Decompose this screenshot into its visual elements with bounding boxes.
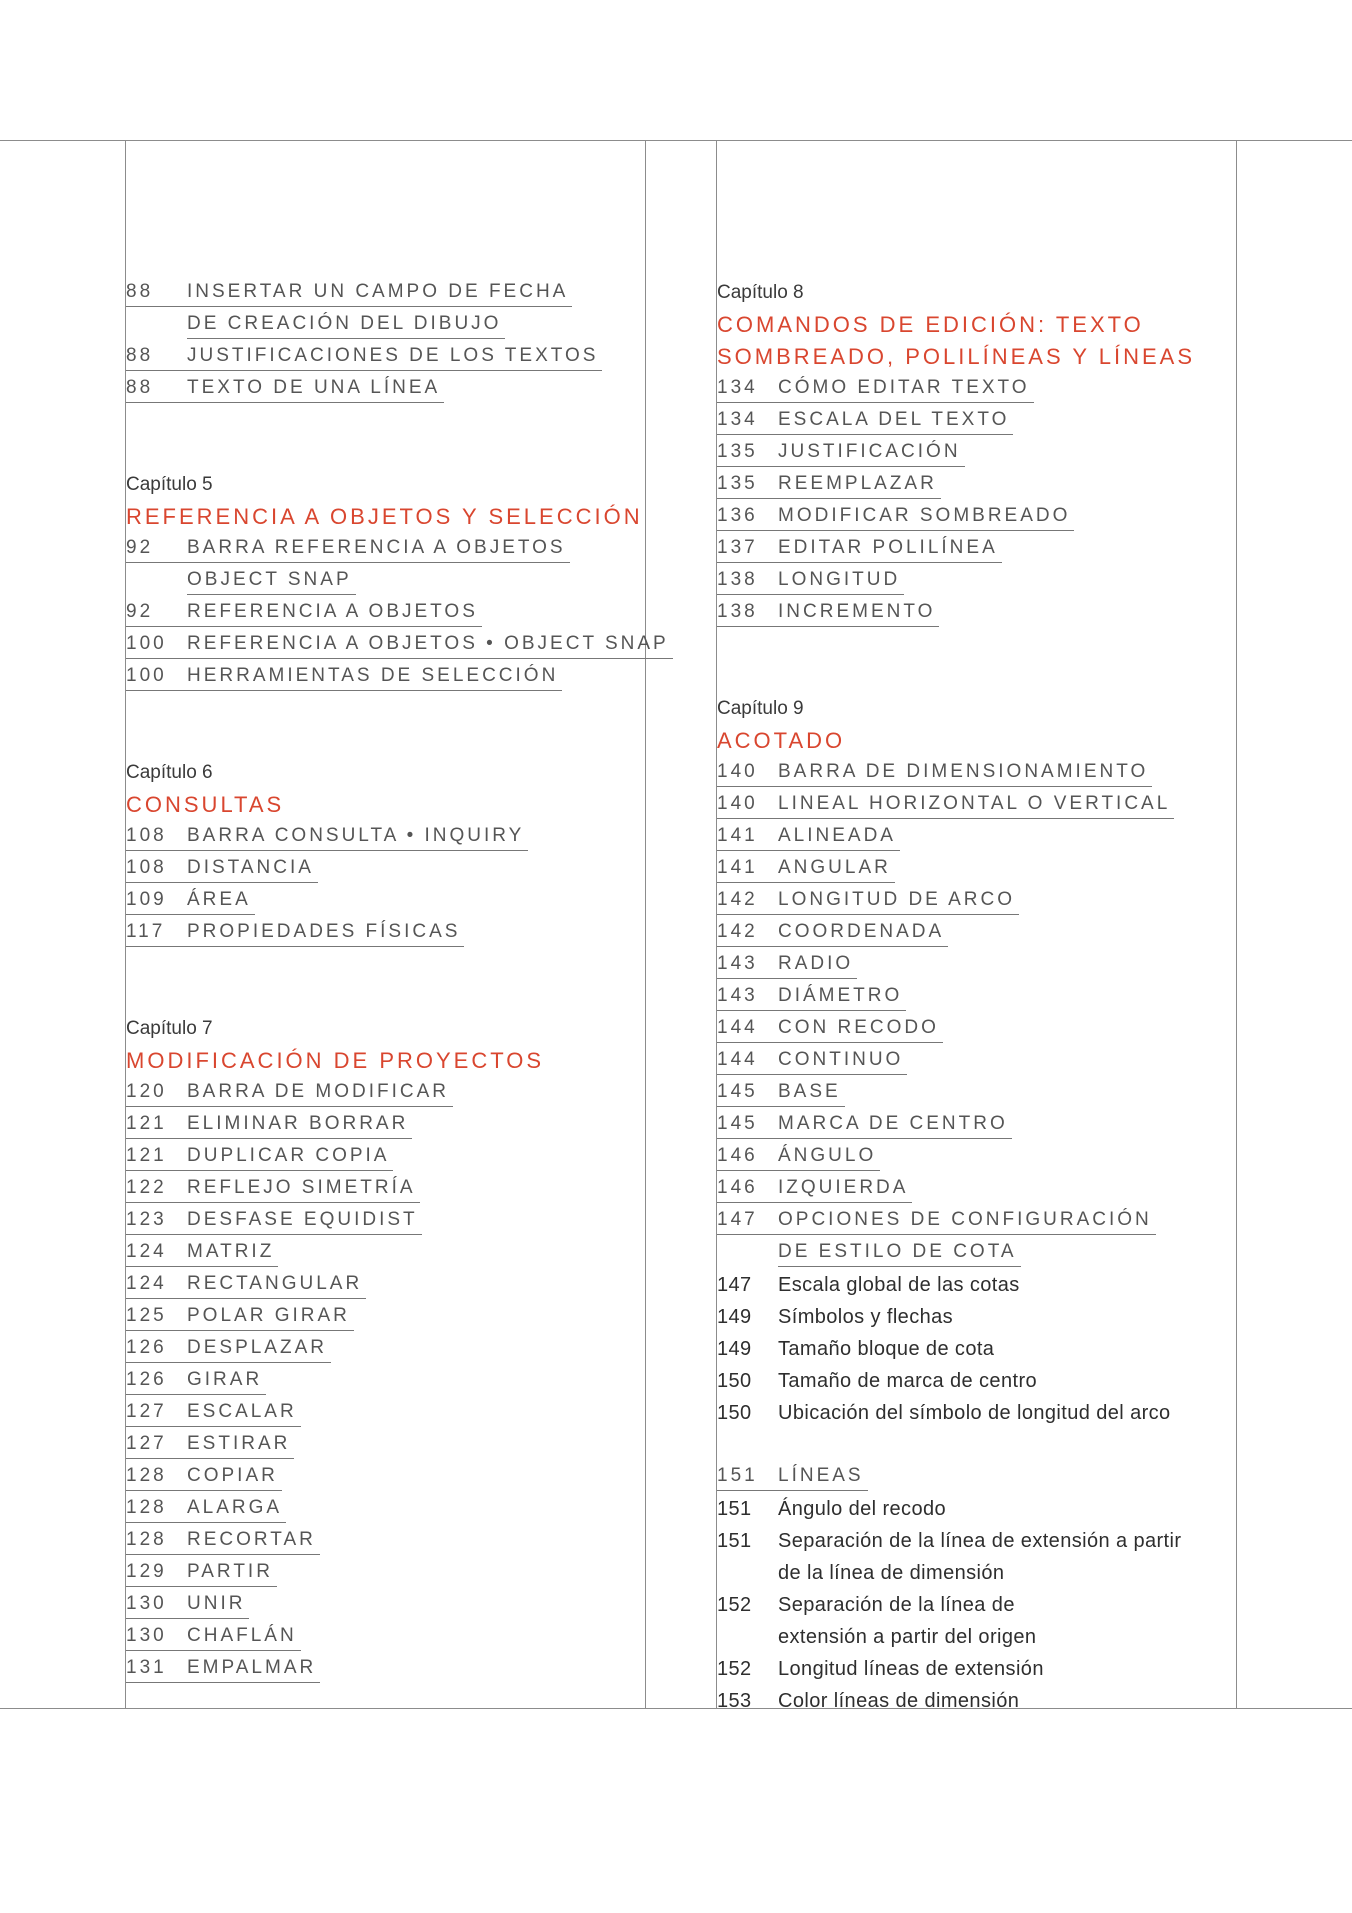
page-number: 144 xyxy=(717,1046,778,1075)
entry-title[interactable]: OPCIONES DE CONFIGURACIÓN xyxy=(778,1206,1156,1235)
toc-entry xyxy=(126,1142,641,1174)
toc-entry xyxy=(126,374,641,406)
chapter-title-text: SOMBREADO, POLILÍNEAS Y LÍNEAS xyxy=(717,344,1195,369)
chapter-number-text: Capítulo 6 xyxy=(126,762,213,783)
top-rule xyxy=(0,140,1352,141)
page-number: 149 xyxy=(717,1338,752,1360)
entry-title[interactable]: ALARGA xyxy=(187,1494,286,1523)
toc-entry xyxy=(717,470,1232,502)
toc-entry xyxy=(126,1462,641,1494)
entry-title[interactable]: BARRA DE DIMENSIONAMIENTO xyxy=(778,758,1152,787)
entry-title[interactable]: JUSTIFICACIÓN xyxy=(778,438,965,467)
toc-entry xyxy=(126,1206,641,1238)
toc-entry xyxy=(717,374,1232,406)
page-number: 134 xyxy=(717,374,778,403)
toc-entry xyxy=(717,1238,1232,1270)
page-number: 127 xyxy=(126,1430,187,1459)
entry-title[interactable]: ELIMINAR BORRAR xyxy=(187,1110,412,1139)
page-number: 120 xyxy=(126,1078,187,1107)
entry-title[interactable]: UNIR xyxy=(187,1590,249,1619)
toc-entry xyxy=(126,1430,641,1462)
chapter-number xyxy=(126,758,641,790)
page-number: 138 xyxy=(717,566,778,595)
page-number: 140 xyxy=(717,758,778,787)
page-number: 117 xyxy=(126,918,187,947)
page-number: 150 xyxy=(717,1370,752,1392)
toc-entry xyxy=(126,886,641,918)
page-number: 100 xyxy=(126,630,187,659)
page-number: 141 xyxy=(717,854,778,883)
page-number: 108 xyxy=(126,822,187,851)
toc-entry xyxy=(717,1014,1232,1046)
toc-entry xyxy=(126,1654,641,1686)
chapter-title-text: ACOTADO xyxy=(717,728,846,753)
page-number: 121 xyxy=(126,1110,187,1139)
page-number: 124 xyxy=(126,1270,187,1299)
entry-title[interactable]: BARRA CONSULTA • INQUIRY xyxy=(187,822,528,851)
toc-entry xyxy=(717,1462,1232,1494)
entry-title[interactable]: ÁREA xyxy=(187,886,255,915)
toc-entry xyxy=(717,1110,1232,1142)
entry-title[interactable]: INCREMENTO xyxy=(778,598,939,627)
page-number: 126 xyxy=(126,1366,187,1395)
page-number: 121 xyxy=(126,1142,187,1171)
toc-entry xyxy=(126,1622,641,1654)
page-number: 153 xyxy=(717,1690,752,1712)
entry-title[interactable]: TEXTO DE UNA LÍNEA xyxy=(187,374,444,403)
entry-title[interactable]: Ubicación del símbolo de longitud del arco xyxy=(778,1402,1171,1424)
toc-left-column xyxy=(126,278,669,1686)
chapter-number-text: Capítulo 8 xyxy=(717,282,804,303)
section-spacer xyxy=(717,1430,1232,1462)
toc-entry xyxy=(126,1558,641,1590)
right-column-right-rule xyxy=(1236,140,1237,1708)
page-number: 151 xyxy=(717,1498,752,1520)
entry-title[interactable]: REFERENCIA A OBJETOS • OBJECT SNAP xyxy=(187,630,673,659)
page-number: 138 xyxy=(717,598,778,627)
toc-entry xyxy=(126,1590,641,1622)
toc-entry xyxy=(717,1494,1232,1526)
entry-title[interactable]: INSERTAR UN CAMPO DE FECHA xyxy=(187,278,572,307)
page-number: 146 xyxy=(717,1142,778,1171)
chapter-number xyxy=(717,278,1232,310)
page-number: 149 xyxy=(717,1306,752,1328)
entry-title[interactable]: RECTANGULAR xyxy=(187,1270,366,1299)
toc-entry xyxy=(717,1302,1232,1334)
toc-entry xyxy=(717,566,1232,598)
entry-title[interactable]: DIÁMETRO xyxy=(778,982,906,1011)
toc-entry xyxy=(126,1238,641,1270)
page-number: 135 xyxy=(717,470,778,499)
toc-entry xyxy=(126,1526,641,1558)
toc-entry xyxy=(717,1558,1232,1590)
toc-entry xyxy=(717,502,1232,534)
toc-entry xyxy=(717,534,1232,566)
page-number: 146 xyxy=(717,1174,778,1203)
entry-title[interactable]: ANGULAR xyxy=(778,854,895,883)
entry-title[interactable]: DE ESTILO DE COTA xyxy=(778,1238,1021,1267)
chapter-title-text: COMANDOS DE EDICIÓN: TEXTO xyxy=(717,312,1144,337)
toc-entry xyxy=(717,822,1232,854)
chapter-number-text: Capítulo 5 xyxy=(126,474,213,495)
toc-entry xyxy=(717,1654,1232,1686)
entry-title[interactable]: EDITAR POLILÍNEA xyxy=(778,534,1002,563)
page-number: 92 xyxy=(126,534,187,563)
toc-entry xyxy=(126,310,641,342)
page-number: 88 xyxy=(126,374,187,403)
entry-title[interactable]: PARTIR xyxy=(187,1558,277,1587)
page-number: 142 xyxy=(717,918,778,947)
section-spacer xyxy=(126,950,641,1014)
page-number: 100 xyxy=(126,662,187,691)
entry-title[interactable]: MARCA DE CENTRO xyxy=(778,1110,1012,1139)
section-spacer xyxy=(126,694,641,758)
entry-title[interactable]: BARRA DE MODIFICAR xyxy=(187,1078,453,1107)
entry-title[interactable]: HERRAMIENTAS DE SELECCIÓN xyxy=(187,662,562,691)
page-number: 152 xyxy=(717,1658,752,1680)
entry-title[interactable]: LONGITUD DE ARCO xyxy=(778,886,1019,915)
toc-entry xyxy=(717,1334,1232,1366)
page-number: 122 xyxy=(126,1174,187,1203)
chapter-number xyxy=(126,1014,641,1046)
page-number: 88 xyxy=(126,342,187,371)
page-number: 128 xyxy=(126,1494,187,1523)
entry-title[interactable]: COORDENADA xyxy=(778,918,948,947)
entry-title[interactable]: Separación de la línea de xyxy=(778,1594,1015,1616)
toc-entry xyxy=(126,854,641,886)
chapter-title xyxy=(126,1046,641,1078)
chapter-title-text: REFERENCIA A OBJETOS Y SELECCIÓN xyxy=(126,504,643,529)
toc-entry xyxy=(717,1174,1232,1206)
toc-entry xyxy=(126,1078,641,1110)
entry-title[interactable]: Color líneas de dimensión xyxy=(778,1690,1020,1712)
entry-title[interactable]: BARRA REFERENCIA A OBJETOS xyxy=(187,534,570,563)
page-number: 150 xyxy=(717,1402,752,1424)
entry-title[interactable]: Escala global de las cotas xyxy=(778,1274,1020,1296)
entry-title[interactable]: REEMPLAZAR xyxy=(778,470,941,499)
toc-entry xyxy=(126,822,641,854)
page-number: 142 xyxy=(717,886,778,915)
entry-title[interactable]: Ángulo del recodo xyxy=(778,1498,947,1520)
page-number: 123 xyxy=(126,1206,187,1235)
page-number: 145 xyxy=(717,1110,778,1139)
page-number: 147 xyxy=(717,1274,752,1296)
toc-entry xyxy=(717,918,1232,950)
toc-entry xyxy=(126,1270,641,1302)
chapter-title xyxy=(717,310,1232,342)
page-number: 129 xyxy=(126,1558,187,1587)
page-number: 151 xyxy=(717,1530,752,1552)
toc-entry xyxy=(126,1494,641,1526)
page-number: 147 xyxy=(717,1206,778,1235)
entry-title[interactable]: DESPLAZAR xyxy=(187,1334,331,1363)
toc-entry xyxy=(717,1270,1232,1302)
section-spacer xyxy=(717,630,1232,694)
entry-title[interactable]: de la línea de dimensión xyxy=(778,1562,1005,1584)
page-number: 137 xyxy=(717,534,778,563)
chapter-title xyxy=(717,726,1232,758)
page-number: 143 xyxy=(717,950,778,979)
toc-entry xyxy=(126,1334,641,1366)
toc-right-column xyxy=(717,278,1232,1718)
entry-title[interactable]: DISTANCIA xyxy=(187,854,318,883)
toc-entry xyxy=(717,1686,1232,1718)
page-number: 88 xyxy=(126,278,187,307)
entry-title[interactable]: Símbolos y flechas xyxy=(778,1306,954,1328)
chapter-number-text: Capítulo 7 xyxy=(126,1018,213,1039)
entry-title[interactable]: RADIO xyxy=(778,950,857,979)
toc-entry xyxy=(717,982,1232,1014)
entry-title[interactable]: DUPLICAR COPIA xyxy=(187,1142,393,1171)
page-number: 140 xyxy=(717,790,778,819)
page-number: 128 xyxy=(126,1526,187,1555)
entry-title[interactable]: JUSTIFICACIONES DE LOS TEXTOS xyxy=(187,342,602,371)
toc-entry xyxy=(717,1206,1232,1238)
entry-title[interactable]: ALINEADA xyxy=(778,822,900,851)
chapter-number xyxy=(126,470,641,502)
entry-title[interactable]: CON RECODO xyxy=(778,1014,943,1043)
page-number: 134 xyxy=(717,406,778,435)
page-number: 109 xyxy=(126,886,187,915)
toc-entry xyxy=(717,1078,1232,1110)
entry-title[interactable]: Tamaño de marca de centro xyxy=(778,1370,1038,1392)
left-column-right-rule xyxy=(645,140,646,1708)
page-number: 152 xyxy=(717,1594,752,1616)
entry-title[interactable]: IZQUIERDA xyxy=(778,1174,912,1203)
toc-entry xyxy=(717,406,1232,438)
chapter-title-text: CONSULTAS xyxy=(126,792,285,817)
entry-title[interactable]: BASE xyxy=(778,1078,845,1107)
entry-title[interactable]: Separación de la línea de extensión a partir xyxy=(778,1530,1182,1552)
toc-entry xyxy=(717,1622,1232,1654)
toc-entry xyxy=(126,918,641,950)
toc-entry xyxy=(717,790,1232,822)
page-number: 127 xyxy=(126,1398,187,1427)
entry-title[interactable]: REFERENCIA A OBJETOS xyxy=(187,598,482,627)
entry-title[interactable]: GIRAR xyxy=(187,1366,266,1395)
entry-title[interactable]: POLAR GIRAR xyxy=(187,1302,354,1331)
page-number: 125 xyxy=(126,1302,187,1331)
entry-title[interactable]: DESFASE EQUIDIST xyxy=(187,1206,422,1235)
entry-title[interactable]: Longitud líneas de extensión xyxy=(778,1658,1044,1680)
entry-title[interactable]: PROPIEDADES FÍSICAS xyxy=(187,918,464,947)
toc-entry xyxy=(717,1590,1232,1622)
page-number: 141 xyxy=(717,822,778,851)
toc-entry xyxy=(126,662,641,694)
toc-entry xyxy=(717,1366,1232,1398)
toc-entry xyxy=(126,534,641,566)
page-number: 128 xyxy=(126,1462,187,1491)
toc-entry xyxy=(126,1302,641,1334)
entry-title[interactable]: CHAFLÁN xyxy=(187,1622,301,1651)
entry-title[interactable]: EMPALMAR xyxy=(187,1654,320,1683)
entry-title[interactable]: ESCALAR xyxy=(187,1398,301,1427)
toc-entry xyxy=(126,342,641,374)
chapter-number-text: Capítulo 9 xyxy=(717,698,804,719)
page-number: 124 xyxy=(126,1238,187,1267)
toc-entry xyxy=(717,1526,1232,1558)
toc-entry xyxy=(717,1398,1232,1430)
toc-entry xyxy=(126,1110,641,1142)
entry-title[interactable]: MATRIZ xyxy=(187,1238,278,1267)
toc-entry xyxy=(717,1142,1232,1174)
entry-title[interactable]: CONTINUO xyxy=(778,1046,907,1075)
entry-title[interactable]: DE CREACIÓN DEL DIBUJO xyxy=(187,310,505,339)
toc-entry xyxy=(717,950,1232,982)
page-number: 131 xyxy=(126,1654,187,1683)
chapter-title-text: MODIFICACIÓN DE PROYECTOS xyxy=(126,1048,545,1073)
section-spacer xyxy=(126,406,641,470)
chapter-title xyxy=(717,342,1232,374)
toc-entry xyxy=(717,1046,1232,1078)
page-number: 135 xyxy=(717,438,778,467)
page-number: 151 xyxy=(717,1462,778,1491)
toc-entry xyxy=(126,1174,641,1206)
toc-entry xyxy=(126,598,641,630)
entry-title[interactable]: MODIFICAR SOMBREADO xyxy=(778,502,1074,531)
chapter-title xyxy=(126,790,641,822)
entry-title[interactable]: LÍNEAS xyxy=(778,1462,868,1491)
toc-entry xyxy=(126,630,669,662)
page-number: 145 xyxy=(717,1078,778,1107)
chapter-number xyxy=(717,694,1232,726)
page-number: 143 xyxy=(717,982,778,1011)
page-number: 130 xyxy=(126,1622,187,1651)
entry-title[interactable]: COPIAR xyxy=(187,1462,282,1491)
entry-title[interactable]: CÓMO EDITAR TEXTO xyxy=(778,374,1034,403)
entry-title[interactable]: ÁNGULO xyxy=(778,1142,880,1171)
toc-entry xyxy=(126,1366,641,1398)
page-number: 108 xyxy=(126,854,187,883)
entry-title[interactable]: LINEAL HORIZONTAL O VERTICAL xyxy=(778,790,1174,819)
page-number: 144 xyxy=(717,1014,778,1043)
entry-title[interactable]: ESCALA DEL TEXTO xyxy=(778,406,1013,435)
toc-entry xyxy=(717,854,1232,886)
toc-entry xyxy=(717,438,1232,470)
entry-title[interactable]: Tamaño bloque de cota xyxy=(778,1338,995,1360)
toc-entry xyxy=(126,566,641,598)
toc-entry xyxy=(126,1398,641,1430)
entry-title[interactable]: RECORTAR xyxy=(187,1526,320,1555)
entry-title[interactable]: extensión a partir del origen xyxy=(778,1626,1037,1648)
toc-entry xyxy=(717,758,1232,790)
page-number: 126 xyxy=(126,1334,187,1363)
page-number: 92 xyxy=(126,598,187,627)
toc-entry xyxy=(717,886,1232,918)
page-number: 130 xyxy=(126,1590,187,1619)
chapter-title xyxy=(126,502,641,534)
toc-entry xyxy=(717,598,1232,630)
page-number: 136 xyxy=(717,502,778,531)
entry-title[interactable]: REFLEJO SIMETRÍA xyxy=(187,1174,420,1203)
entry-title[interactable]: LONGITUD xyxy=(778,566,904,595)
entry-title[interactable]: ESTIRAR xyxy=(187,1430,294,1459)
toc-entry xyxy=(126,278,641,310)
entry-title[interactable]: OBJECT SNAP xyxy=(187,566,356,595)
